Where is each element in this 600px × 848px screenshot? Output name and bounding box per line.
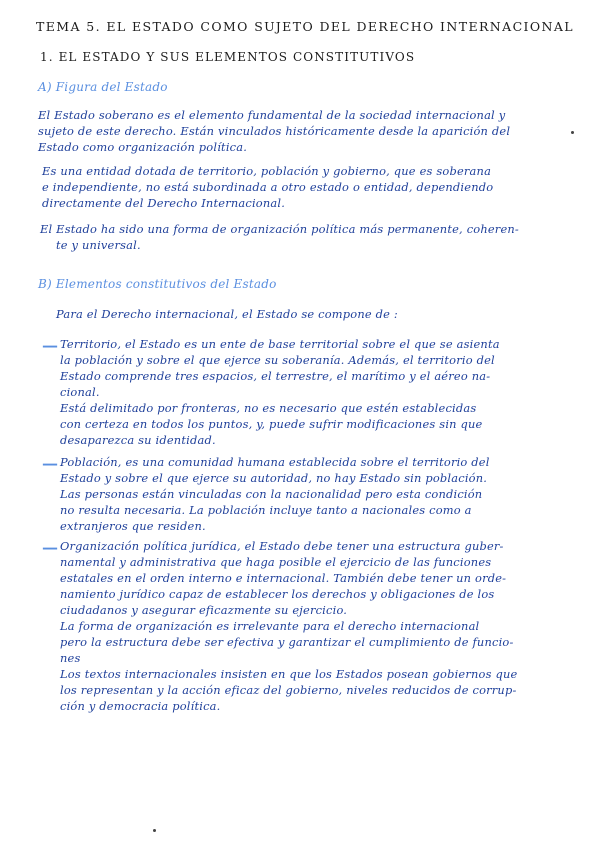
item-territorio-line: Territorio, el Estado es un ente de base territorial sobre el que se asienta	[60, 337, 500, 351]
item-territorio-line: cional.	[60, 385, 100, 399]
ink-dot	[571, 131, 574, 134]
item-territorio-line: Estado comprende tres espacios, el terrestre, el marítimo y el aéreo na-	[60, 369, 491, 383]
item-territorio-line: desaparezca su identidad.	[60, 433, 216, 447]
item-territorio-line: con certeza en todos los puntos, y, puede sufrir modificaciones sin que	[60, 417, 483, 431]
bullet-dash: —	[42, 538, 59, 557]
section-title: 1. EL ESTADO Y SUS ELEMENTOS CONSTITUTIVOS	[40, 50, 416, 64]
item-poblacion-line: Estado y sobre el que ejerce su autoridad, no hay Estado sin población.	[60, 471, 488, 485]
item-organizacion-line: los representan y la acción eficaz del gobierno, niveles reducidos de corrup-	[60, 683, 517, 697]
bullet-dash: —	[42, 454, 59, 473]
paragraph-line: e independiente, no está subordinada a otro estado o entidad, dependiendo	[42, 180, 494, 194]
paragraph-line: te y universal.	[56, 238, 141, 252]
heading-figura-estado: A) Figura del Estado	[38, 80, 168, 94]
item-organizacion-line: estatales en el orden interno e internacional. También debe tener un orde-	[60, 571, 507, 585]
item-organizacion-line: ción y democracia política.	[60, 699, 221, 713]
item-organizacion-line: La forma de organización es irrelevante para el derecho internacional	[60, 619, 480, 633]
item-organizacion-line: nes	[60, 651, 81, 665]
item-poblacion-line: no resulta necesaria. La población incluye tanto a nacionales como a	[60, 503, 472, 517]
paragraph-line: El Estado soberano es el elemento fundamental de la sociedad internacional y	[38, 108, 506, 122]
item-territorio-line: la población y sobre el que ejerce su soberanía. Además, el territorio del	[60, 353, 495, 367]
item-organizacion-line: ciudadanos y asegurar eficazmente su ejercicio.	[60, 603, 348, 617]
item-organizacion-line: pero la estructura debe ser efectiva y garantizar el cumplimiento de funcio-	[60, 635, 514, 649]
item-organizacion-line: namental y administrativa que haga posible el ejercicio de las funciones	[60, 555, 492, 569]
item-organizacion-line: Organización política jurídica, el Estado debe tener una estructura guber-	[60, 539, 504, 553]
ink-dot	[153, 829, 156, 832]
paragraph-line: sujeto de este derecho. Están vinculados históricamente desde la aparición del	[38, 124, 511, 138]
item-territorio-line: Está delimitado por fronteras, no es necesario que estén establecidas	[60, 401, 477, 415]
paragraph-line: Es una entidad dotada de territorio, población y gobierno, que es soberana	[42, 164, 492, 178]
paragraph-line: El Estado ha sido una forma de organización política más permanente, coheren-	[40, 222, 519, 236]
paragraph-line: directamente del Derecho Internacional.	[42, 196, 286, 210]
item-poblacion-line: Población, es una comunidad humana establecida sobre el territorio del	[60, 455, 490, 469]
page-title: TEMA 5. EL ESTADO COMO SUJETO DEL DERECHO INTERNACIONAL	[36, 19, 574, 34]
item-poblacion-line: Las personas están vinculadas con la nacionalidad pero esta condición	[60, 487, 483, 501]
item-poblacion-line: extranjeros que residen.	[60, 519, 206, 533]
bullet-dash: —	[42, 336, 59, 355]
heading-elementos: B) Elementos constitutivos del Estado	[38, 277, 277, 291]
item-organizacion-line: Los textos internacionales insisten en que los Estados posean gobiernos que	[60, 667, 518, 681]
paragraph-line: Estado como organización política.	[38, 140, 248, 154]
item-organizacion-line: namiento jurídico capaz de establecer los derechos y obligaciones de los	[60, 587, 495, 601]
intro-line: Para el Derecho internacional, el Estado se compone de :	[56, 307, 398, 321]
